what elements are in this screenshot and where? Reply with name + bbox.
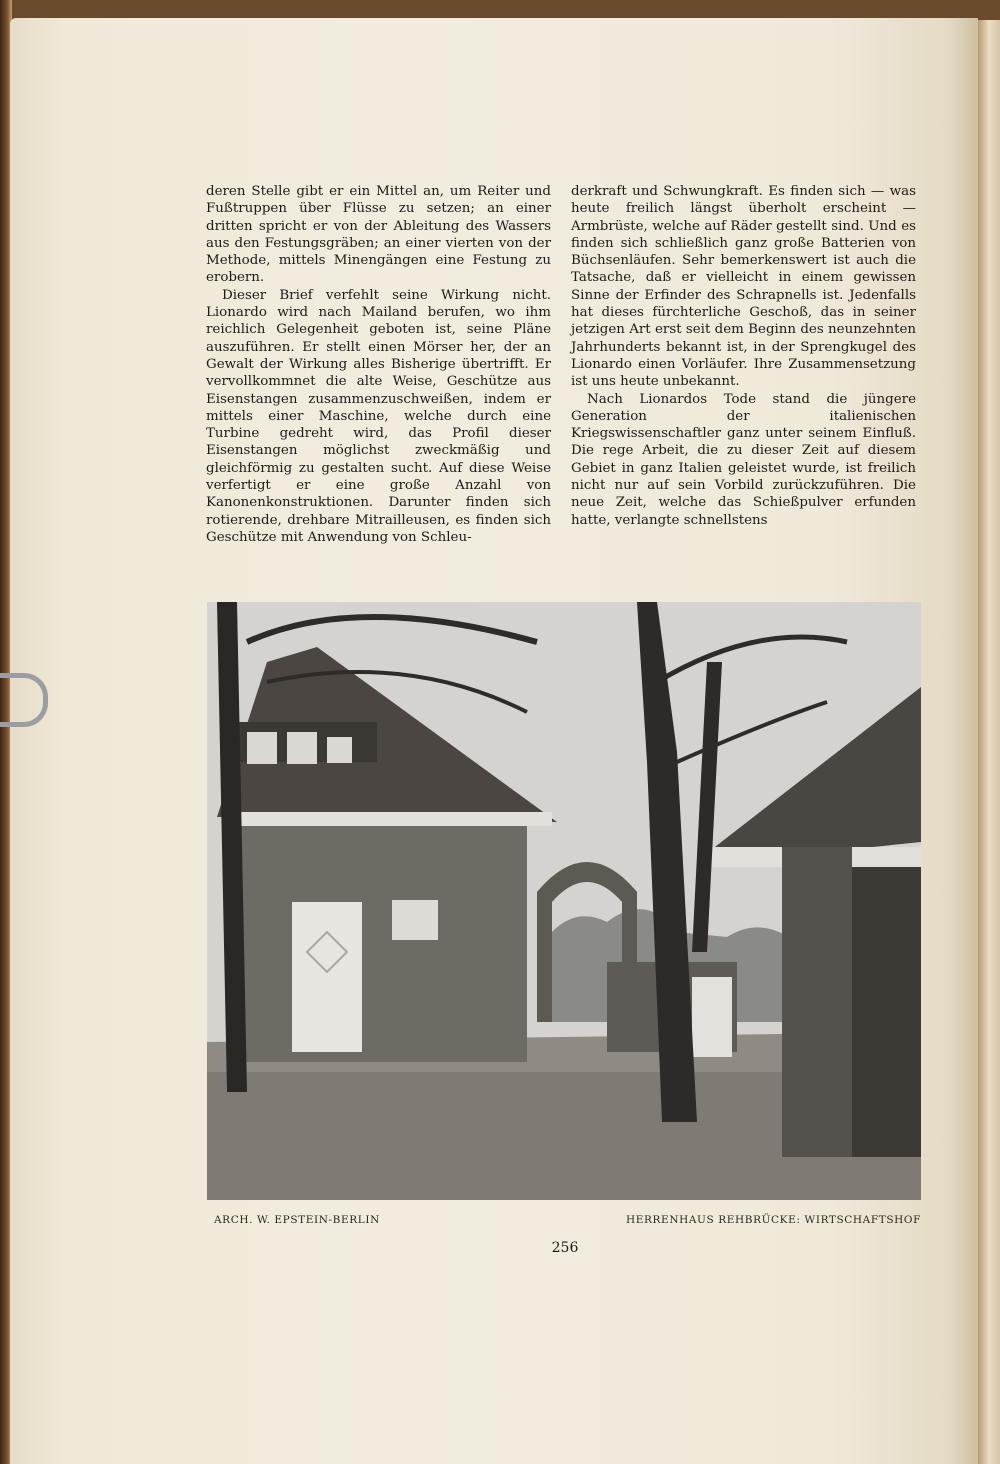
text-column-right xyxy=(571,183,916,529)
courtyard-photograph xyxy=(207,602,921,1200)
paragraph: Nach Lionardos Tode stand die jüngere Generation der italienischen Kriegswissenschaftler ganz unter seinem Einfluß. Die rege Arbeit, die zu dieser Zeit auf diesem Gebiet in ganz Italien geleistet wurde, ist freilich nicht nur auf sein Vorbild zurückzuführen. Die neue Zeit, welche das Schießpulver erfunden hatte, verlangte schnellstens xyxy=(571,391,916,528)
text-column-left xyxy=(206,183,551,546)
photo-caption: HERRENHAUS REHBRÜCKE: WIRTSCHAFTSHOF xyxy=(626,1214,921,1226)
photo-credit: ARCH. W. EPSTEIN-BERLIN xyxy=(214,1214,380,1226)
page-number: 256 xyxy=(551,1240,579,1256)
paragraph: deren Stelle gibt er ein Mittel an, um Reiter und Fußtruppen über Flüsse zu setzen; an einer dritten spricht er von der Ableitung des Wassers aus den Festungsgräben; an einer vierten von der Methode, mittels Minengängen eine Festung zu erobern. xyxy=(206,184,551,286)
paragraph: derkraft und Schwungkraft. Es finden sich — was heute freilich längst überholt erscheint — Armbrüste, welche auf Räder gestellt sind. Und es finden sich schließlich ganz große Batterien von Büchsenläufen. Sehr bemerkenswert ist auch die Tatsache, daß er vielleicht in einem gewissen Sinne der Erfinder des Schrapnells ist. Jedenfalls hat dieses fürchterliche Geschoß, das in seiner jetzigen Art erst seit dem Beginn des neunzehnten Jahrhunderts bekannt ist, in der Sprengkugel des Lionardo einen Vorläufer. Ihre Zusammensetzung ist uns heute unbekannt. xyxy=(571,184,916,390)
paragraph: Dieser Brief verfehlt seine Wirkung nicht. Lionardo wird nach Mailand berufen, wo ihm reichlich Gelegenheit geboten ist, seine Pläne auszuführen. Er stellt einen Mörser her, der an Gewalt der Wirkung alles Bisherige übertrifft. Er vervollkommnet die alte Weise, Geschütze aus Eisenstangen zusammenzuschweißen, indem er mittels einer Maschine, welche durch eine Turbine gedreht wird, das Profil dieser Eisenstangen möglichst zweckmäßig und gleichförmig zu gestalten sucht. Auf diese Weise verfertigt er eine große Anzahl von Kanonenkonstruktionen. Darunter finden sich rotierende, drehbare Mitrailleusen, es finden sich Geschütze mit Anwendung von Schleu- xyxy=(206,287,551,545)
paperclip xyxy=(0,673,48,727)
